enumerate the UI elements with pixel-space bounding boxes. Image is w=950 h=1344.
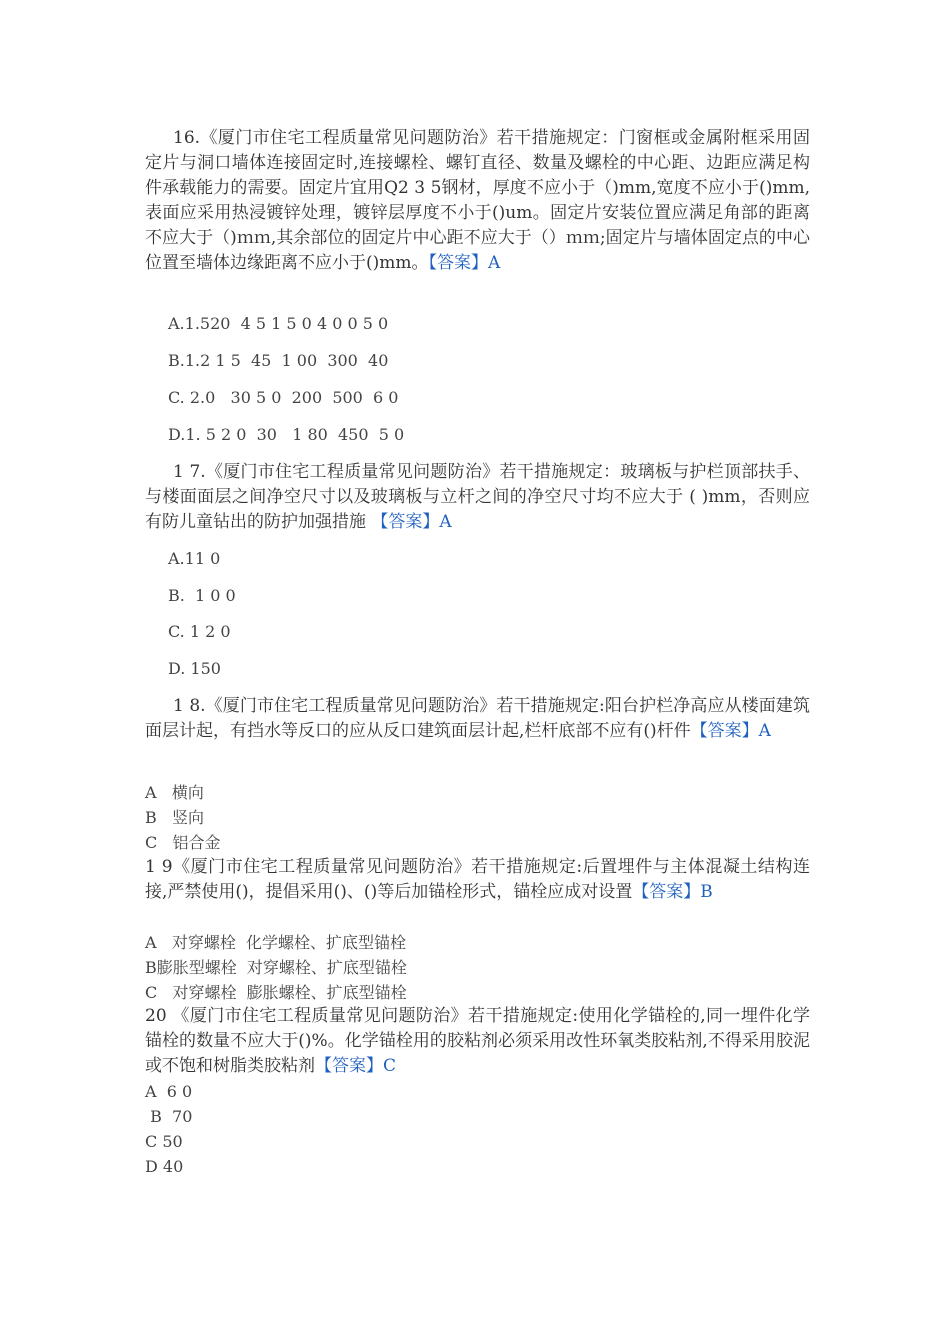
q17-option-a: A.11 0 (168, 549, 221, 568)
q17-option-c: C. 1 2 0 (168, 622, 231, 641)
q18-option-b: B 竖向 (145, 808, 205, 827)
answer-value: A (758, 721, 771, 741)
question-18 (145, 694, 810, 744)
q16-option-c: C. 2.0 30 5 0 200 500 6 0 (168, 388, 399, 407)
question-16 (145, 126, 810, 276)
answer-label: 【答案】 (690, 721, 759, 741)
q20-option-d: D 40 (145, 1157, 184, 1176)
q20-option-a: A 6 0 (145, 1082, 193, 1101)
answer-label: 【答案】 (428, 253, 489, 273)
q16-option-b: B.1.2 1 5 45 1 00 300 40 (168, 351, 389, 370)
q19-option-c: C 对穿螺栓 膨胀螺栓、扩底型锚栓 (145, 983, 407, 1002)
answer-value: A (488, 253, 501, 273)
q16-option-a: A.1.520 4 5 1 5 0 4 0 0 5 0 (168, 314, 389, 333)
q17-option-d: D. 150 (168, 659, 221, 678)
q19-option-a: A 对穿螺栓 化学螺栓、扩底型锚栓 (145, 933, 406, 952)
question-18-text: 1 8.《厦门市住宅工程质量常见问题防治》若干措施规定:阳台护栏净高应从楼面建筑面层计起，有挡水等反口的应从反口建筑面层计起,栏杆底部不应有()杆件 (145, 696, 810, 741)
question-17 (145, 460, 810, 535)
question-20 (145, 1004, 810, 1079)
question-17-text: 1 7.《厦门市住宅工程质量常见问题防治》若干措施规定：玻璃板与护栏顶部扶手、与楼面面层之间净空尺寸以及玻璃板与立杆之间的净空尺寸均不应大于 ( )mm，否则应有防儿童钻出的防护加强措施 (145, 462, 810, 532)
answer-value: A (439, 512, 452, 532)
answer-value: B (700, 882, 713, 902)
question-20-text: 20 《厦门市住宅工程质量常见问题防治》若干措施规定:使用化学锚栓的,同一埋件化学锚栓的数量不应大于()%。化学锚栓用的胶粘剂必须采用改性环氧类胶粘剂,不得采用胶泥或不饱和树脂类胶粘剂 (145, 1006, 810, 1076)
answer-label: 【答案】 (315, 1056, 383, 1076)
q16-option-d: D.1. 5 2 0 30 1 80 450 5 0 (168, 425, 405, 444)
q20-option-c: C 50 (145, 1132, 183, 1151)
question-16-text: 16.《厦门市住宅工程质量常见问题防治》若干措施规定：门窗框或金属附框采用固定片与洞口墙体连接固定时,连接螺栓、螺钉直径、数量及螺栓的中心距、边距应满足构件承载能力的需要。固定片宜用Q2 3 5钢材，厚度不应小于（)mm,宽度不应小于()mm,表面应采用热浸镀锌处理，镀锌层厚度不小于()um。固定片安装位置应满足角部的距离不应大于（)ｍｍ,其余部位的固定片中心距不应大于（）ｍｍ;固定片与墙体固定点的中心位置至墙体边缘距离不应小于()mm。 (145, 128, 810, 273)
q18-option-c: C 铝合金 (145, 833, 221, 852)
question-19 (145, 855, 810, 905)
q18-option-a: A 横向 (145, 783, 204, 802)
q20-option-b: B 70 (145, 1107, 193, 1126)
answer-label: 【答案】 (632, 882, 701, 902)
q17-option-b: B. 1 0 0 (168, 586, 236, 605)
question-19-text: 1 9《厦门市住宅工程质量常见问题防治》若干措施规定:后置埋件与主体混凝土结构连接,严禁使用()，提倡采用()、()等后加锚栓形式，锚栓应成对设置 (145, 857, 810, 902)
answer-value: C (383, 1056, 397, 1076)
answer-label: 【答案】 (371, 512, 440, 532)
q19-option-b: B膨胀型螺栓 对穿螺栓、扩底型锚栓 (145, 958, 407, 977)
